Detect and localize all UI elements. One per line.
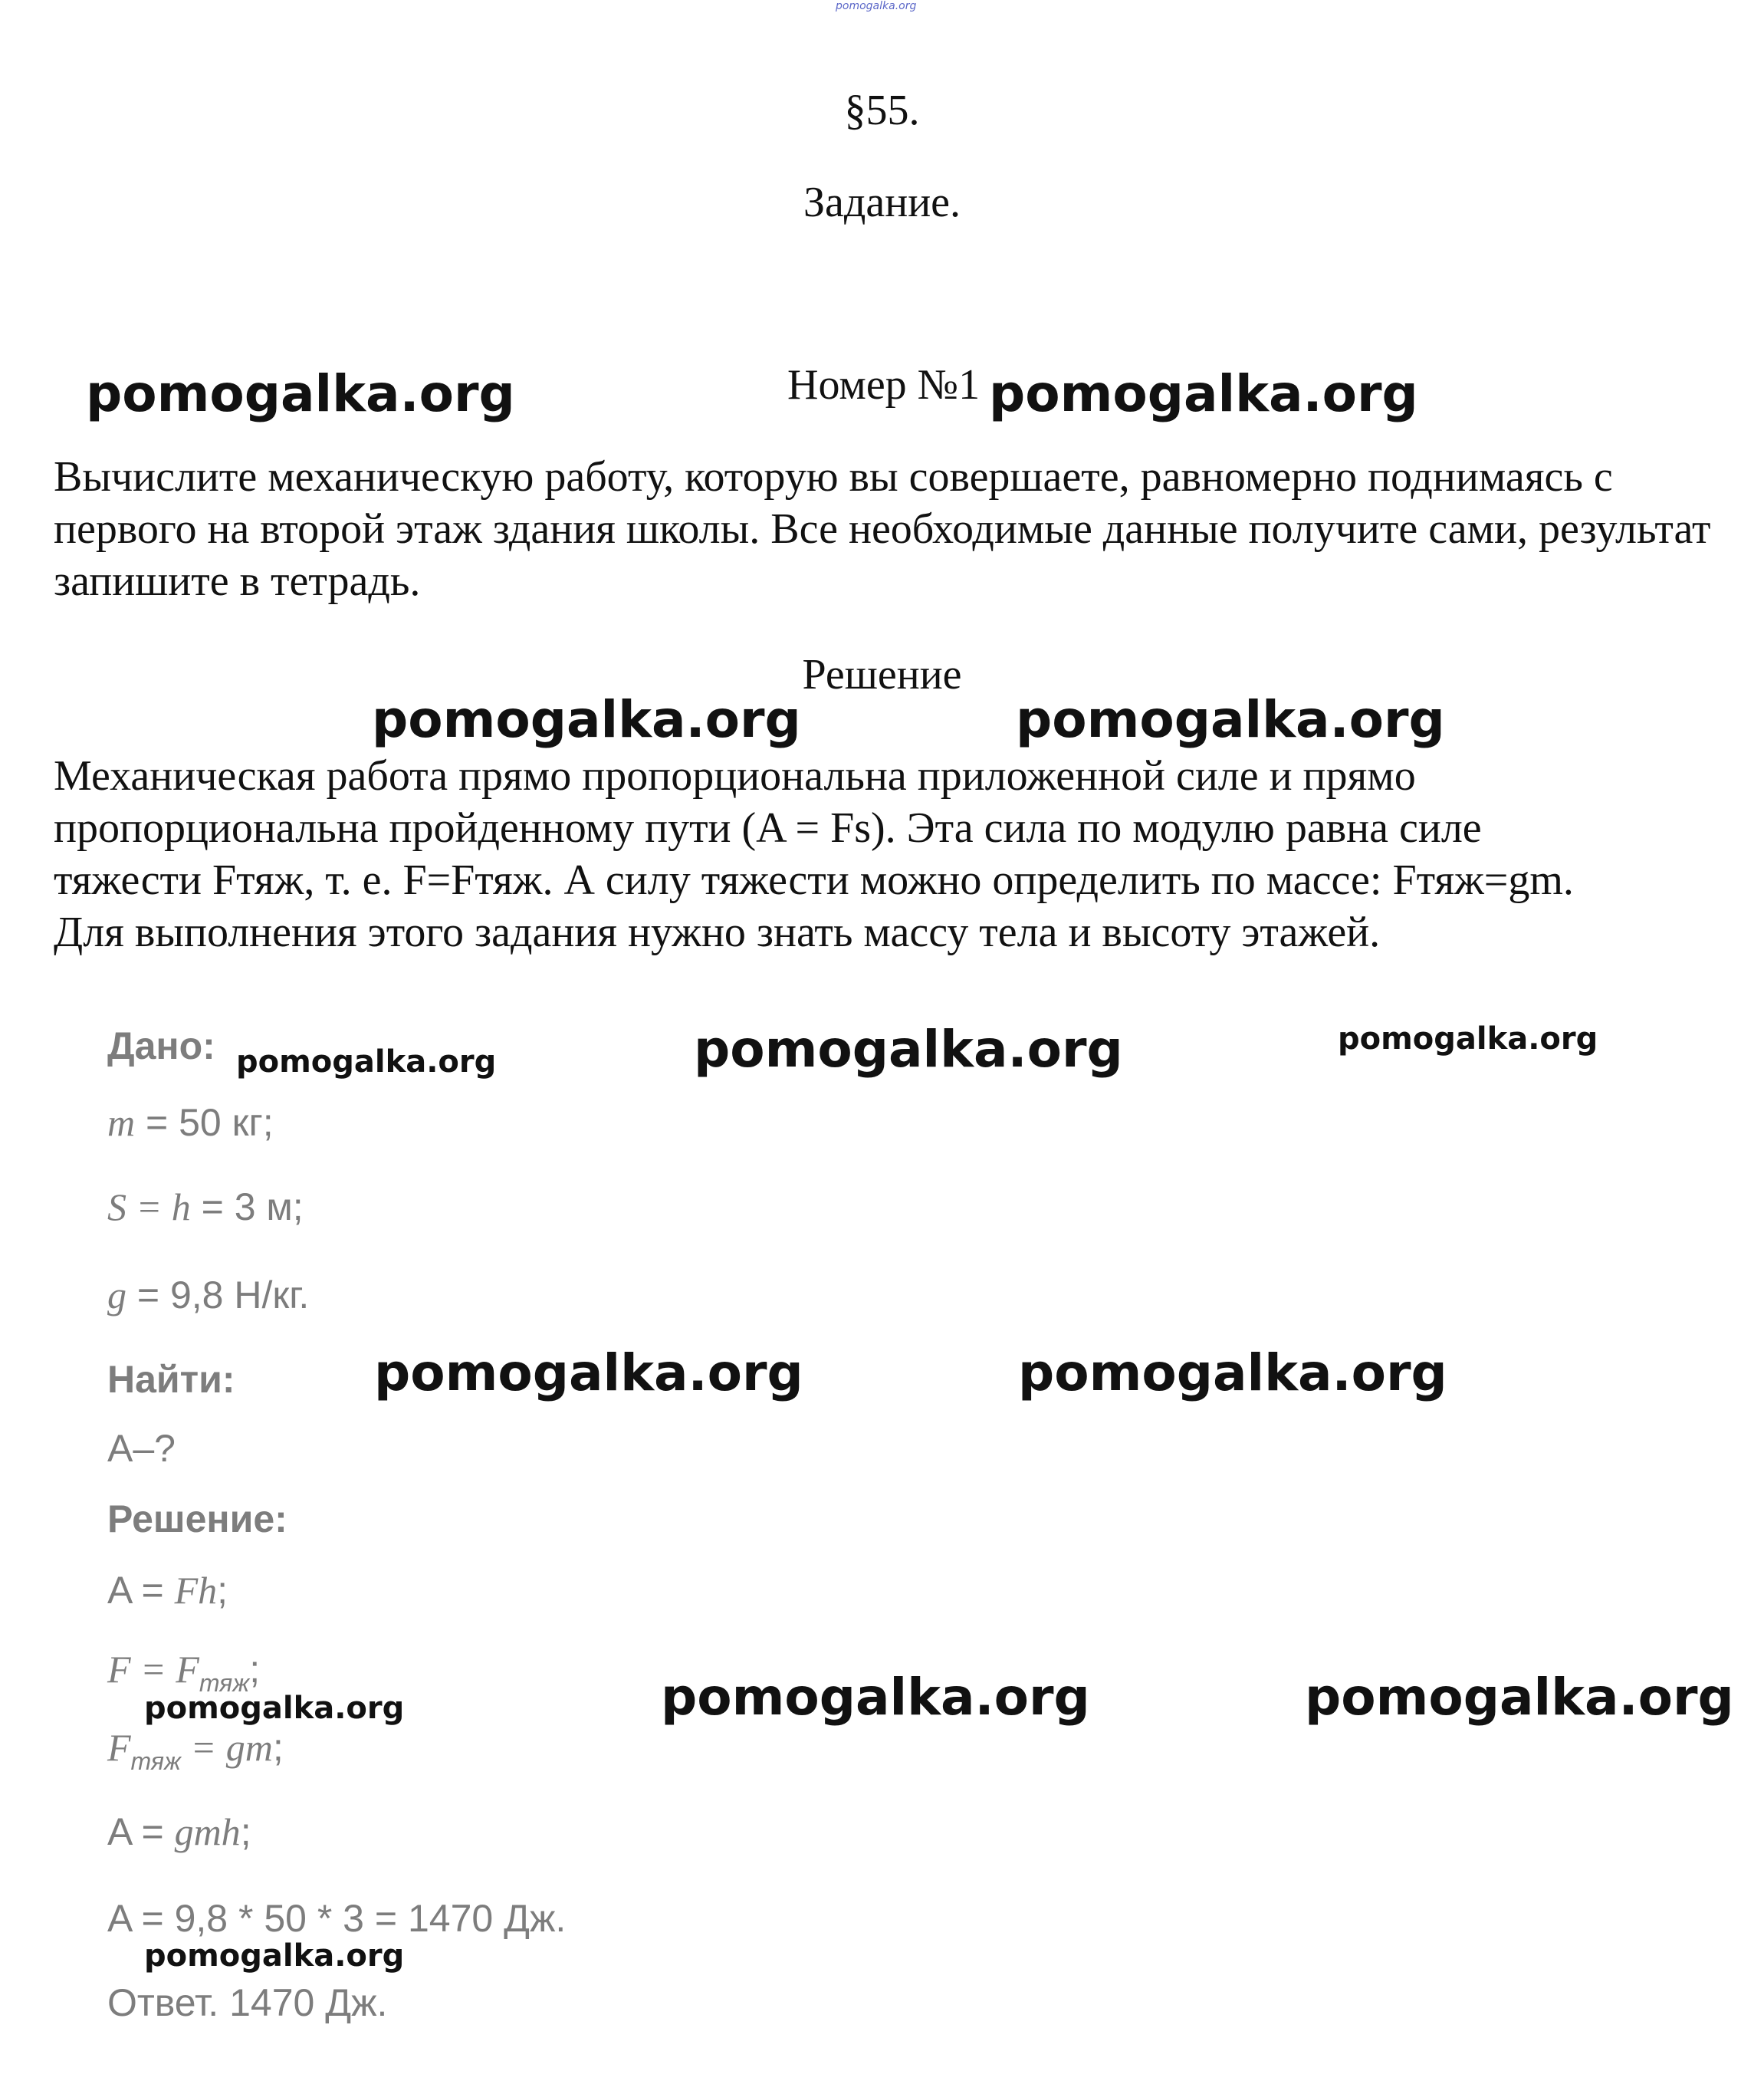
equation-part: ; xyxy=(240,1810,251,1853)
mass-variable: m xyxy=(107,1101,136,1144)
watermark-text: pomogalka.org xyxy=(372,690,801,749)
calculation: A = 9,8 * 50 * 3 = 1470 Дж. xyxy=(107,1897,567,1940)
solution-heading: Решение xyxy=(802,651,962,699)
watermark-text: pomogalka.org xyxy=(694,1020,1123,1079)
find-value: A–? xyxy=(107,1427,176,1470)
equation-part: F xyxy=(107,1726,131,1769)
equation-part: Fh xyxy=(174,1569,218,1612)
problem-number: Номер №1 xyxy=(787,361,981,409)
problem-statement: Вычислите механическую работу, которую вы совершаете, равномерно поднимаясь с первого на второй этаж здания школы. Все необходимые данные получите сами, результат запишите в тетрадь. xyxy=(54,453,1711,605)
watermark-text: pomogalka.org xyxy=(144,1938,405,1974)
equation-final xyxy=(107,1810,251,1854)
answer: Ответ. 1470 Дж. xyxy=(107,1981,388,2024)
solution-line: пропорциональна пройденному пути (A = Fs). Эта сила по модулю равна силе xyxy=(54,804,1482,852)
given-distance xyxy=(107,1185,304,1229)
watermark-text: pomogalka.org xyxy=(1016,690,1445,749)
solution-line: Механическая работа прямо пропорциональна приложенной силе и прямо xyxy=(54,752,1416,800)
equation-part: ; xyxy=(272,1726,284,1769)
task-heading: Задание. xyxy=(803,179,961,226)
distance-variable: S = h xyxy=(107,1185,191,1228)
watermark-text: pomogalka.org xyxy=(1018,1343,1447,1402)
equation-part: ; xyxy=(249,1648,261,1691)
top-watermark: pomogalka.org xyxy=(836,0,917,12)
solution-text xyxy=(54,750,1725,958)
equation-work xyxy=(107,1568,228,1612)
watermark-text: pomogalka.org xyxy=(144,1691,405,1726)
watermark-text: pomogalka.org xyxy=(86,364,515,423)
gravity-value: = 9,8 Н/кг. xyxy=(126,1274,310,1316)
section-number: §55. xyxy=(844,87,920,134)
equation-subscript: тяж xyxy=(199,1669,250,1697)
gravity-variable: g xyxy=(107,1274,126,1316)
distance-value: = 3 м; xyxy=(190,1185,304,1228)
given-gravity xyxy=(107,1273,309,1317)
given-mass xyxy=(107,1100,274,1145)
equation-part: F = F xyxy=(107,1648,199,1691)
watermark-text: pomogalka.org xyxy=(374,1343,803,1402)
watermark-text: pomogalka.org xyxy=(1305,1668,1734,1727)
solution-line: тяжести Fтяж, т. е. F=Fтяж. А силу тяжести можно определить по массе: Fтяж=gm. xyxy=(54,856,1574,904)
equation-part: = gm xyxy=(180,1726,273,1769)
solution-label: Решение: xyxy=(107,1497,287,1540)
equation-part: A = xyxy=(107,1810,175,1853)
equation-part: ; xyxy=(217,1569,228,1612)
mass-value: = 50 кг; xyxy=(135,1101,274,1144)
equation-subscript: тяж xyxy=(130,1747,181,1775)
equation-part: gmh xyxy=(174,1810,241,1853)
watermark-text: pomogalka.org xyxy=(661,1668,1090,1727)
equation-part: A = xyxy=(107,1569,175,1612)
given-label: Дано: xyxy=(107,1024,215,1067)
watermark-text: pomogalka.org xyxy=(1338,1021,1598,1057)
solution-line: Для выполнения этого задания нужно знать массу тела и высоту этажей. xyxy=(54,909,1381,956)
find-label: Найти: xyxy=(107,1358,235,1401)
equation-gravity-force xyxy=(107,1725,284,1776)
watermark-text: pomogalka.org xyxy=(989,364,1418,423)
problem-text xyxy=(54,451,1725,607)
watermark-text: pomogalka.org xyxy=(236,1044,497,1080)
